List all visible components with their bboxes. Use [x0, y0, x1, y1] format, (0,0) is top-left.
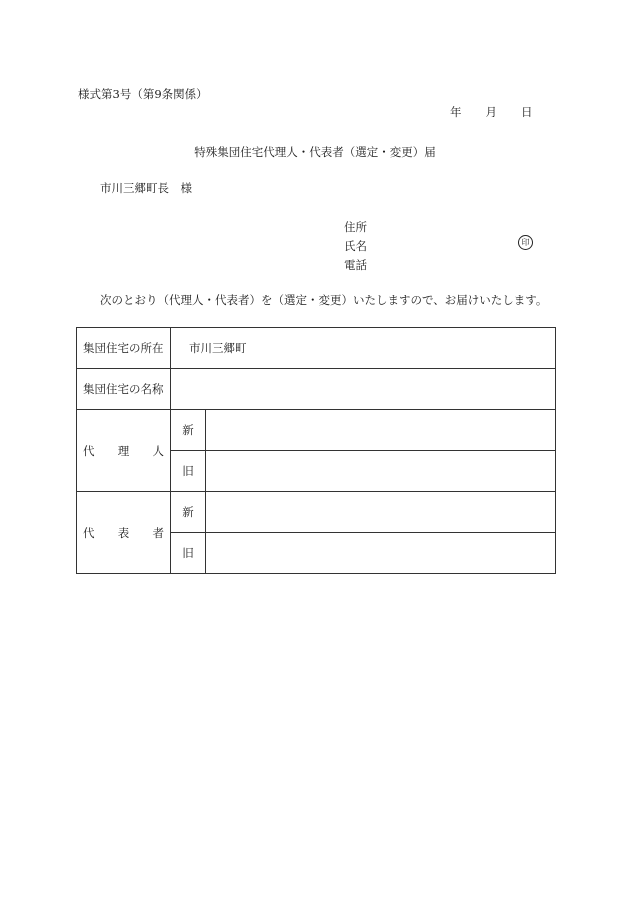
agent-new-label: 新 [171, 410, 206, 451]
agent-label-char: 代 [83, 443, 95, 458]
agent-new-value [206, 410, 556, 451]
housing-name-value [171, 369, 556, 410]
agent-label [77, 410, 171, 492]
representative-old-value [206, 533, 556, 574]
applicant-block [344, 218, 367, 275]
document-title: 特殊集団住宅代理人・代表者（選定・変更）届 [194, 145, 436, 159]
representative-label-char: 者 [152, 525, 164, 540]
table-row-location [77, 328, 556, 369]
agent-old-label: 旧 [171, 451, 206, 492]
seal-mark: 印 [518, 235, 533, 250]
location-label: 集団住宅の所在 [77, 328, 171, 369]
name-label: 氏名 [344, 239, 367, 253]
address-label: 住所 [344, 220, 367, 234]
date-year-label: 年 [450, 105, 462, 119]
form-number: 様式第3号（第9条関係） [78, 87, 208, 101]
phone-label: 電話 [344, 258, 367, 272]
table-row-representative-new [77, 492, 556, 533]
housing-name-label: 集団住宅の名称 [77, 369, 171, 410]
date-day-label: 日 [521, 105, 533, 119]
statement-text: 次のとおり（代理人・代表者）を（選定・変更）いたしますので、お届けいたします。 [100, 293, 548, 307]
agent-old-value [206, 451, 556, 492]
date-line [450, 104, 533, 120]
table-row-name [77, 369, 556, 410]
agent-label-char: 理 [117, 443, 130, 458]
form-table [76, 327, 556, 574]
representative-label [77, 492, 171, 574]
representative-label-char: 代 [83, 525, 95, 540]
representative-old-label: 旧 [171, 533, 206, 574]
representative-new-value [206, 492, 556, 533]
agent-label-char: 人 [152, 443, 164, 458]
representative-label-char: 表 [117, 525, 130, 540]
date-month-label: 月 [485, 105, 497, 119]
table-row-agent-new [77, 410, 556, 451]
representative-new-label: 新 [171, 492, 206, 533]
addressee: 市川三郷町長 様 [100, 181, 192, 195]
location-value: 市川三郷町 [171, 328, 556, 369]
